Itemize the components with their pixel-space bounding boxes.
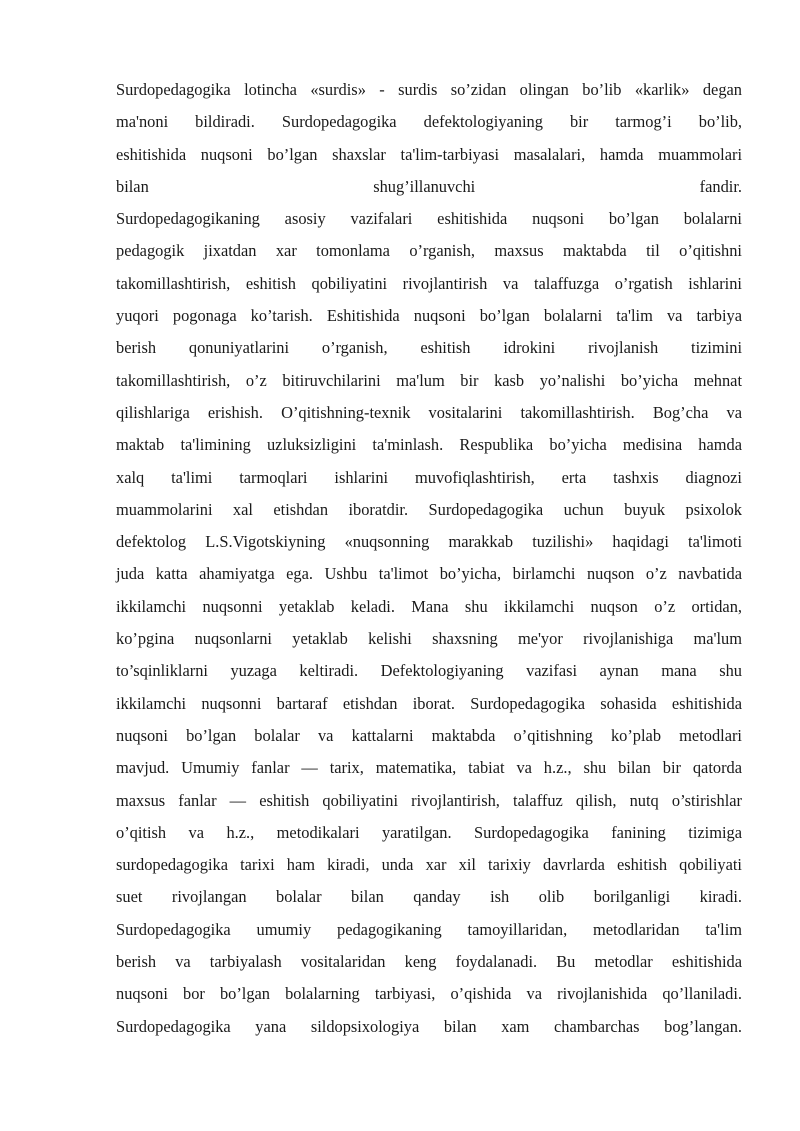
text-line: berish va tarbiyalash vositalaridan keng foydalanadi. Bu metodlar eshitishida <box>116 952 742 972</box>
text-line: Surdopedagogika lotincha «surdis» - surdis so’zidan olingan bo’lib «karlik» degan <box>116 80 742 99</box>
text-line: pedagogik jixatdan xar tomonlama o’rganish, maxsus maktabda til o’qitishni <box>116 241 742 261</box>
text-line: eshitishida nuqsoni bo’lgan shaxslar ta'lim-tarbiyasi masalalari, hamda muammolari <box>116 144 742 164</box>
text-line: ko’pgina nuqsonlarni yetaklab kelishi shaxsning me'yor rivojlanishiga ma'lum <box>116 629 742 649</box>
body-text <box>116 74 742 1043</box>
text-line: mavjud. Umumiy fanlar — tarix, matematika, tabiat va h.z., shu bilan bir qatorda <box>116 758 742 778</box>
text-line: berish qonuniyatlarini o’rganish, eshitish idrokini rivojlanish tizimini <box>116 338 742 358</box>
text-line: takomillashtirish, o’z bitiruvchilarini ma'lum bir kasb yo’nalishi bo’yicha mehnat <box>116 370 742 390</box>
text-line: bilan shug’illanuvchi fandir. <box>116 176 742 196</box>
text-line: nuqsoni bo’lgan bolalar va kattalarni maktabda o’qitishning ko’plab metodlari <box>116 725 742 745</box>
text-line: qilishlariga erishish. O’qitishning-texnik vositalarini takomillashtirish. Bog’cha va <box>116 402 742 422</box>
text-line: maktab ta'limining uzluksizligini ta'minlash. Respublika bo’yicha medisina hamda <box>116 435 742 455</box>
text-line: Surdopedagogika umumiy pedagogikaning tamoyillaridan, metodlaridan ta'lim <box>116 919 742 939</box>
text-line: takomillashtirish, eshitish qobiliyatini rivojlantirish va talaffuzga o’rgatish ishlarini <box>116 273 742 293</box>
text-line: maxsus fanlar — eshitish qobiliyatini rivojlantirish, talaffuz qilish, nutq o’stirishlar <box>116 790 742 810</box>
text-line: xalq ta'limi tarmoqlari ishlarini muvofiqlashtirish, erta tashxis diagnozi <box>116 467 742 487</box>
text-line: to’sqinliklarni yuzaga keltiradi. Defektologiyaning vazifasi aynan mana shu <box>116 661 742 681</box>
text-line: suet rivojlangan bolalar bilan qanday ish olib borilganligi kiradi. <box>116 887 742 907</box>
text-line: defektolog L.S.Vigotskiyning «nuqsonning marakkab tuzilishi» haqidagi ta'limoti <box>116 532 742 552</box>
text-line: juda katta ahamiyatga ega. Ushbu ta'limot bo’yicha, birlamchi nuqson o’z navbatida <box>116 564 742 584</box>
text-line: surdopedagogika tarixi ham kiradi, unda xar xil tarixiy davrlarda eshitish qobiliyati <box>116 855 742 875</box>
text-line: muammolarini xal etishdan iboratdir. Surdopedagogika uchun buyuk psixolok <box>116 499 742 519</box>
text-line: yuqori pogonaga ko’tarish. Eshitishida nuqsoni bo’lgan bolalarni ta'lim va tarbiya <box>116 306 742 326</box>
text-line: ikkilamchi nuqsonni bartaraf etishdan iborat. Surdopedagogika sohasida eshitishida <box>116 693 742 713</box>
text-line: ikkilamchi nuqsonni yetaklab keladi. Mana shu ikkilamchi nuqson o’z ortidan, <box>116 596 742 616</box>
text-line: Surdopedagogika yana sildopsixologiya bilan xam chambarchas bog’langan. <box>116 1016 742 1036</box>
text-line: o’qitish va h.z., metodikalari yaratilgan. Surdopedagogika fanining tizimiga <box>116 822 742 842</box>
text-line: nuqsoni bor bo’lgan bolalarning tarbiyasi, o’qishida va rivojlanishida qo’llaniladi. <box>116 984 742 1004</box>
text-line: ma'noni bildiradi. Surdopedagogika defektologiyaning bir tarmog’i bo’lib, <box>116 112 742 132</box>
text-line: Surdopedagogikaning asosiy vazifalari eshitishida nuqsoni bo’lgan bolalarni <box>116 209 742 229</box>
